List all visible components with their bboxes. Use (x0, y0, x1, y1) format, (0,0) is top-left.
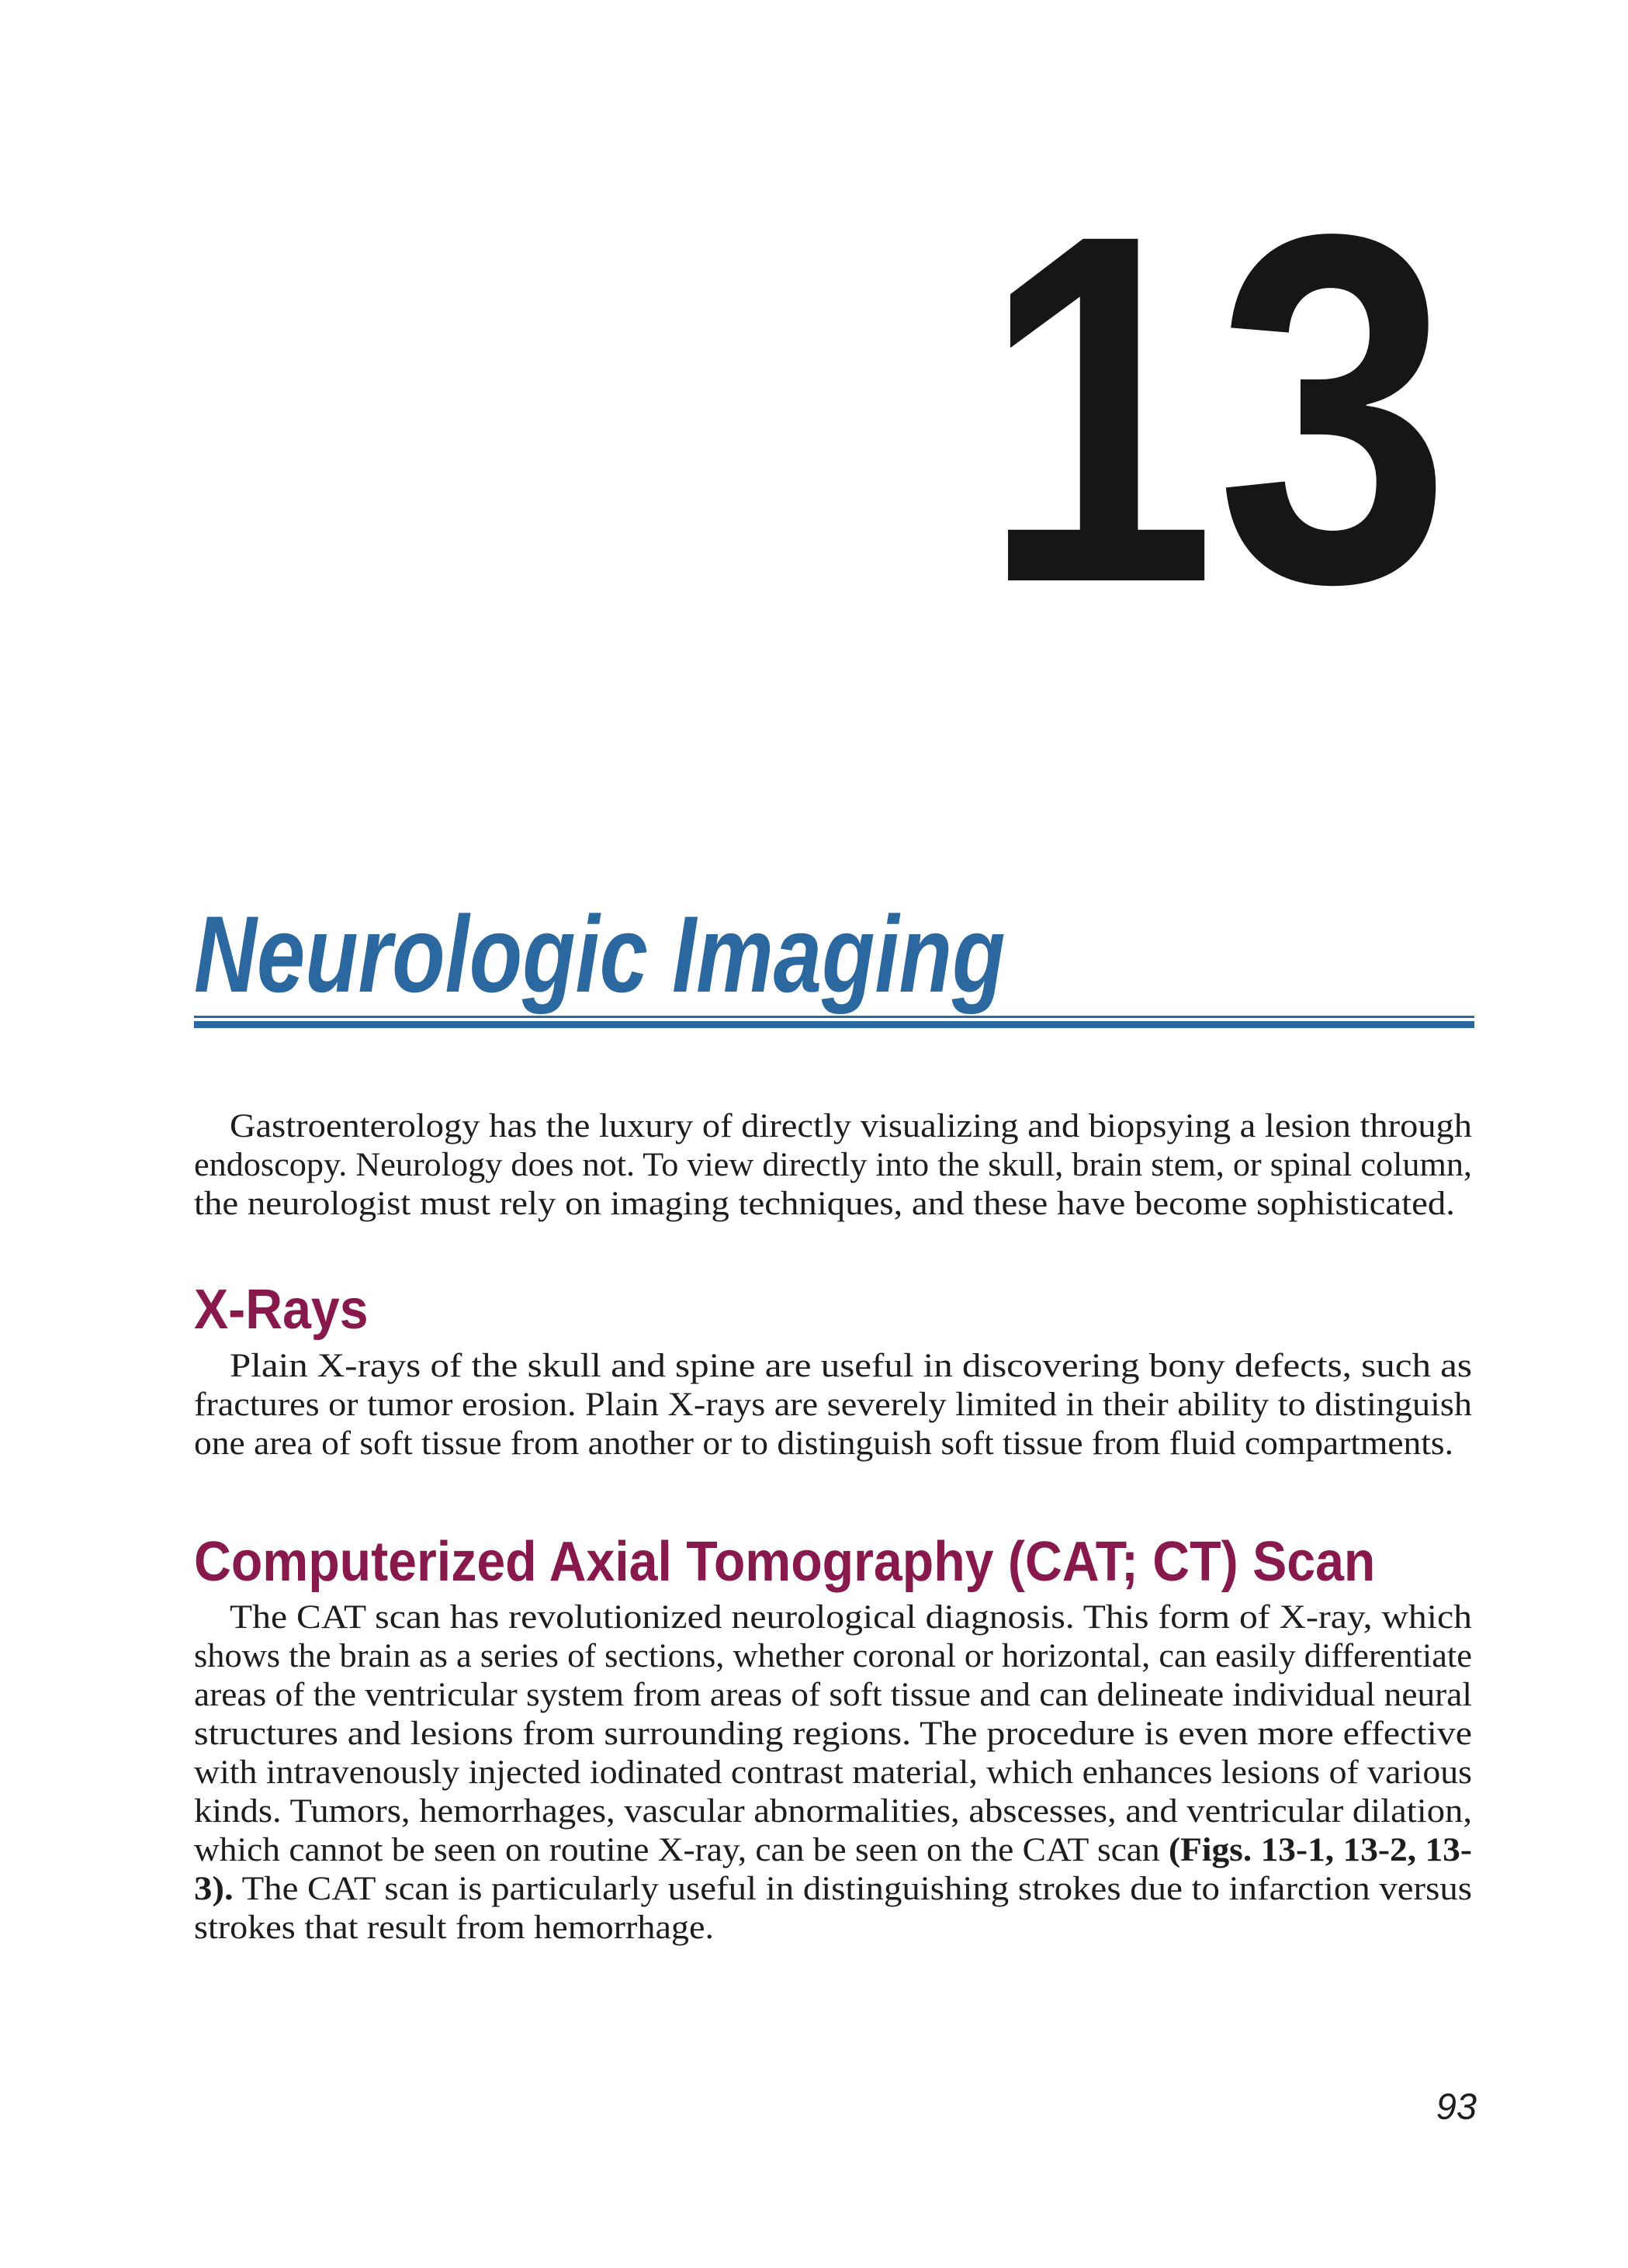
text-line (194, 1107, 1472, 1146)
text-line-content: endoscopy. Neurology does not. To view directly into the skull, brain stem, or spinal column, (194, 1147, 1472, 1183)
text-line (194, 1831, 1472, 1870)
text-line-content: strokes that result from hemorrhage. (194, 1910, 714, 1946)
text-line (194, 1715, 1472, 1754)
text-line (194, 1870, 1472, 1909)
text-line-content: 3). The CAT scan is particularly useful in distinguishing strokes due to infarction versus (194, 1871, 1473, 1907)
text-line-content: Gastroenterology has the luxury of directly visualizing and biopsying a lesion through (230, 1108, 1473, 1144)
text-line-content: Plain X-rays of the skull and spine are useful in discovering bony defects, such as (230, 1348, 1472, 1384)
chapter-title: Neurologic Imaging (194, 893, 1006, 1015)
section-heading-xrays: X-Rays (194, 1279, 369, 1341)
title-rule-thick-line (194, 1021, 1474, 1028)
text-line (194, 1637, 1472, 1676)
chapter-number: 13 (981, 131, 1451, 686)
intro-paragraph (194, 1107, 1472, 1224)
text-line (194, 1146, 1472, 1185)
text-line (194, 1792, 1472, 1831)
text-line-content: one area of soft tissue from another or to distinguish soft tissue from fluid compartments. (194, 1425, 1453, 1462)
text-line-content: The CAT scan has revolutionized neurological diagnosis. This form of X-ray, which (230, 1599, 1473, 1636)
text-line (194, 1676, 1472, 1715)
text-line-content: which cannot be seen on routine X-ray, can be seen on the CAT scan (Figs. 13-1, 13-2, 13- (194, 1832, 1472, 1868)
cat-scan-paragraph (194, 1598, 1472, 1948)
xrays-paragraph (194, 1347, 1472, 1463)
text-line-content: kinds. Tumors, hemorrhages, vascular abnormalities, abscesses, and ventricular dilation, (194, 1793, 1473, 1830)
text-line-content: fractures or tumor erosion. Plain X-rays are severely limited in their ability to distinguish (194, 1387, 1473, 1423)
text-line (194, 1386, 1472, 1425)
title-rule-thin-line (194, 1016, 1474, 1018)
text-line (194, 1909, 1472, 1948)
page-number: 93 (1436, 2086, 1477, 2127)
text-line (194, 1185, 1472, 1224)
section-heading-cat-scan: Computerized Axial Tomography (CAT; CT) Scan (194, 1531, 1376, 1593)
text-line-content: shows the brain as a series of sections, whether coronal or horizontal, can easily differentiate (194, 1638, 1472, 1674)
title-rule (194, 1016, 1474, 1028)
text-line (194, 1598, 1472, 1637)
text-line-content: areas of the ventricular system from areas of soft tissue and can delineate individual neural (194, 1677, 1472, 1713)
text-line (194, 1347, 1472, 1386)
text-line-content: structures and lesions from surrounding regions. The procedure is even more effective (194, 1716, 1472, 1752)
text-line (194, 1754, 1472, 1792)
text-line (194, 1425, 1472, 1463)
text-line-content: the neurologist must rely on imaging techniques, and these have become sophisticated. (194, 1186, 1455, 1222)
text-line-content: with intravenously injected iodinated contrast material, which enhances lesions of various (194, 1754, 1473, 1791)
